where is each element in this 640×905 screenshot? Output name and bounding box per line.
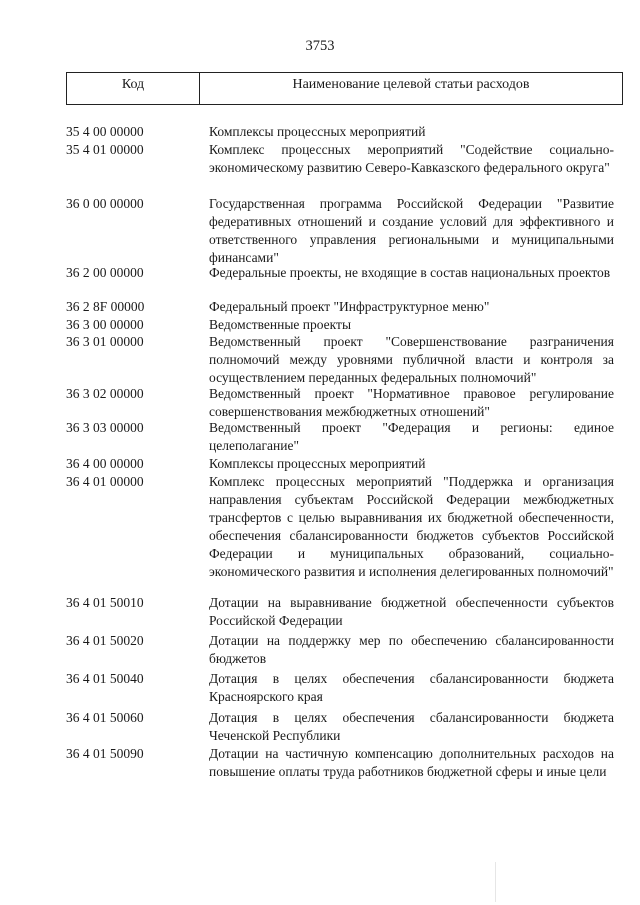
row-name: Комплексы процессных мероприятий <box>209 124 426 139</box>
row-name: Дотация в целях обеспечения сбалансированности бюджета Красноярского края <box>209 671 614 704</box>
row-name: Ведомственные проекты <box>209 317 352 332</box>
row-name: Комплексы процессных мероприятий <box>209 456 426 471</box>
scan-artifact-line <box>495 862 496 902</box>
row-code: 36 4 01 50060 <box>66 710 144 725</box>
row-name: Федеральные проекты, не входящие в состав национальных проектов <box>209 265 611 280</box>
row-code: 36 3 01 00000 <box>66 334 144 349</box>
row-code: 36 4 01 00000 <box>66 474 144 489</box>
row-name: Федеральный проект "Инфраструктурное меню" <box>209 299 490 314</box>
row-name: Ведомственный проект "Нормативное правовое регулирование совершенствования межбюджетных отношений" <box>209 386 614 419</box>
row-name: Государственная программа Российской Федерации "Развитие федеративных отношений и создание условий для эффективного и ответственного управления региональными и муниципальными финансами" <box>209 196 614 265</box>
code-column-header: Код <box>67 73 200 104</box>
row-code: 36 3 00 00000 <box>66 317 144 332</box>
row-code: 36 3 03 00000 <box>66 420 144 435</box>
row-code: 36 4 01 50010 <box>66 595 144 610</box>
row-name: Комплекс процессных мероприятий "Содействие социально-экономическому развитию Северо-Кавказского федерального округа" <box>209 142 614 175</box>
row-code: 36 4 01 50090 <box>66 746 144 761</box>
row-name: Дотации на поддержку мер по обеспечению сбалансированности бюджетов <box>209 633 614 666</box>
row-code: 36 4 00 00000 <box>66 456 144 471</box>
row-code: 36 4 01 50020 <box>66 633 144 648</box>
row-name: Ведомственный проект "Совершенствование разграничения полномочий между уровнями публичной власти и контроля за осуществлением переданных федеральных полномочий" <box>209 334 614 385</box>
row-code: 36 2 8F 00000 <box>66 299 145 314</box>
row-code: 36 4 01 50040 <box>66 671 144 686</box>
row-name: Дотация в целях обеспечения сбалансированности бюджета Чеченской Республики <box>209 710 614 743</box>
row-name: Ведомственный проект "Федерация и регионы: единое целеполагание" <box>209 420 614 453</box>
name-column-header: Наименование целевой статьи расходов <box>292 77 530 92</box>
row-code: 36 3 02 00000 <box>66 386 144 401</box>
row-name: Дотации на выравнивание бюджетной обеспеченности субъектов Российской Федерации <box>209 595 614 628</box>
row-name: Дотации на частичную компенсацию дополнительных расходов на повышение оплаты труда работников бюджетной сферы и иные цели <box>209 746 614 779</box>
row-code: 35 4 00 00000 <box>66 124 144 139</box>
page-number: 3753 <box>305 38 335 54</box>
row-code: 36 2 00 00000 <box>66 265 144 280</box>
row-code: 36 0 00 00000 <box>66 196 144 211</box>
row-name: Комплекс процессных мероприятий "Поддержка и организация направления субъектам Российской Федерации межбюджетных трансфертов с целью выравнивания их бюджетной обеспеченности, обеспечения сбалансированности бюджетов субъектов Российской Федерации и муниципальных образований, социально-экономического развития и исполнения делегированных полномочий" <box>209 474 614 579</box>
row-code: 35 4 01 00000 <box>66 142 144 157</box>
